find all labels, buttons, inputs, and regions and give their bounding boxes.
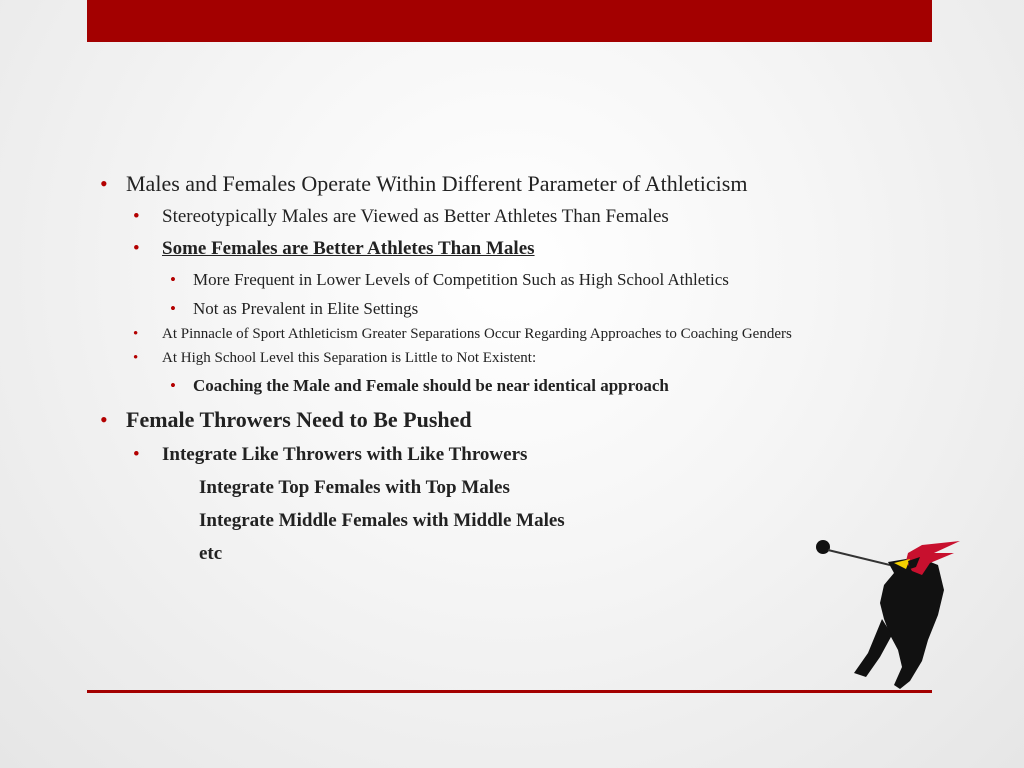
indented-text-line: etc (199, 543, 223, 564)
bullet-text-level1-emphasis: Female Throwers Need to Be Pushed (126, 407, 472, 432)
bullet-marker: • (170, 270, 176, 289)
bottom-accent-rule (87, 690, 932, 693)
bullet-text-level2: Stereotypically Males are Viewed as Better Athletes Than Females (162, 206, 669, 227)
hammer-ball (816, 540, 830, 554)
bullet-marker: • (133, 444, 140, 465)
bullet-marker: • (133, 326, 139, 342)
bullet-marker: • (100, 407, 108, 432)
bullet-text-level2-small: At Pinnacle of Sport Athleticism Greater Separations Occur Regarding Approaches to Coaching Genders (162, 326, 792, 342)
bullet-marker: • (100, 171, 108, 196)
hammer-thrower-cardinal-logo (810, 535, 970, 695)
bullet-marker: • (170, 376, 176, 395)
bullet-text-level1: Males and Females Operate Within Different Parameter of Athleticism (126, 171, 748, 196)
indented-text-line: Integrate Middle Females with Middle Males (199, 510, 565, 531)
thrower-leg (854, 619, 892, 677)
thrower-silhouette (880, 557, 944, 689)
bullet-marker: • (133, 350, 139, 366)
bullet-text-level2-small: At High School Level this Separation is Little to Not Existent: (162, 350, 537, 366)
bullet-marker: • (133, 206, 140, 227)
hammer-wire (828, 550, 890, 565)
bullet-marker: • (170, 299, 176, 318)
bullet-text-level2-emphasis: Integrate Like Throwers with Like Throwers (162, 444, 528, 465)
bullet-text-level2-emphasis: Some Females are Better Athletes Than Males (162, 238, 535, 259)
bullet-text-level3-emphasis: Coaching the Male and Female should be near identical approach (193, 376, 669, 395)
indented-text-line: Integrate Top Females with Top Males (199, 477, 510, 498)
bullet-text-level3: More Frequent in Lower Levels of Competition Such as High School Athletics (193, 270, 729, 289)
bullet-marker: • (133, 238, 140, 259)
bullet-text-level3: Not as Prevalent in Elite Settings (193, 299, 419, 318)
